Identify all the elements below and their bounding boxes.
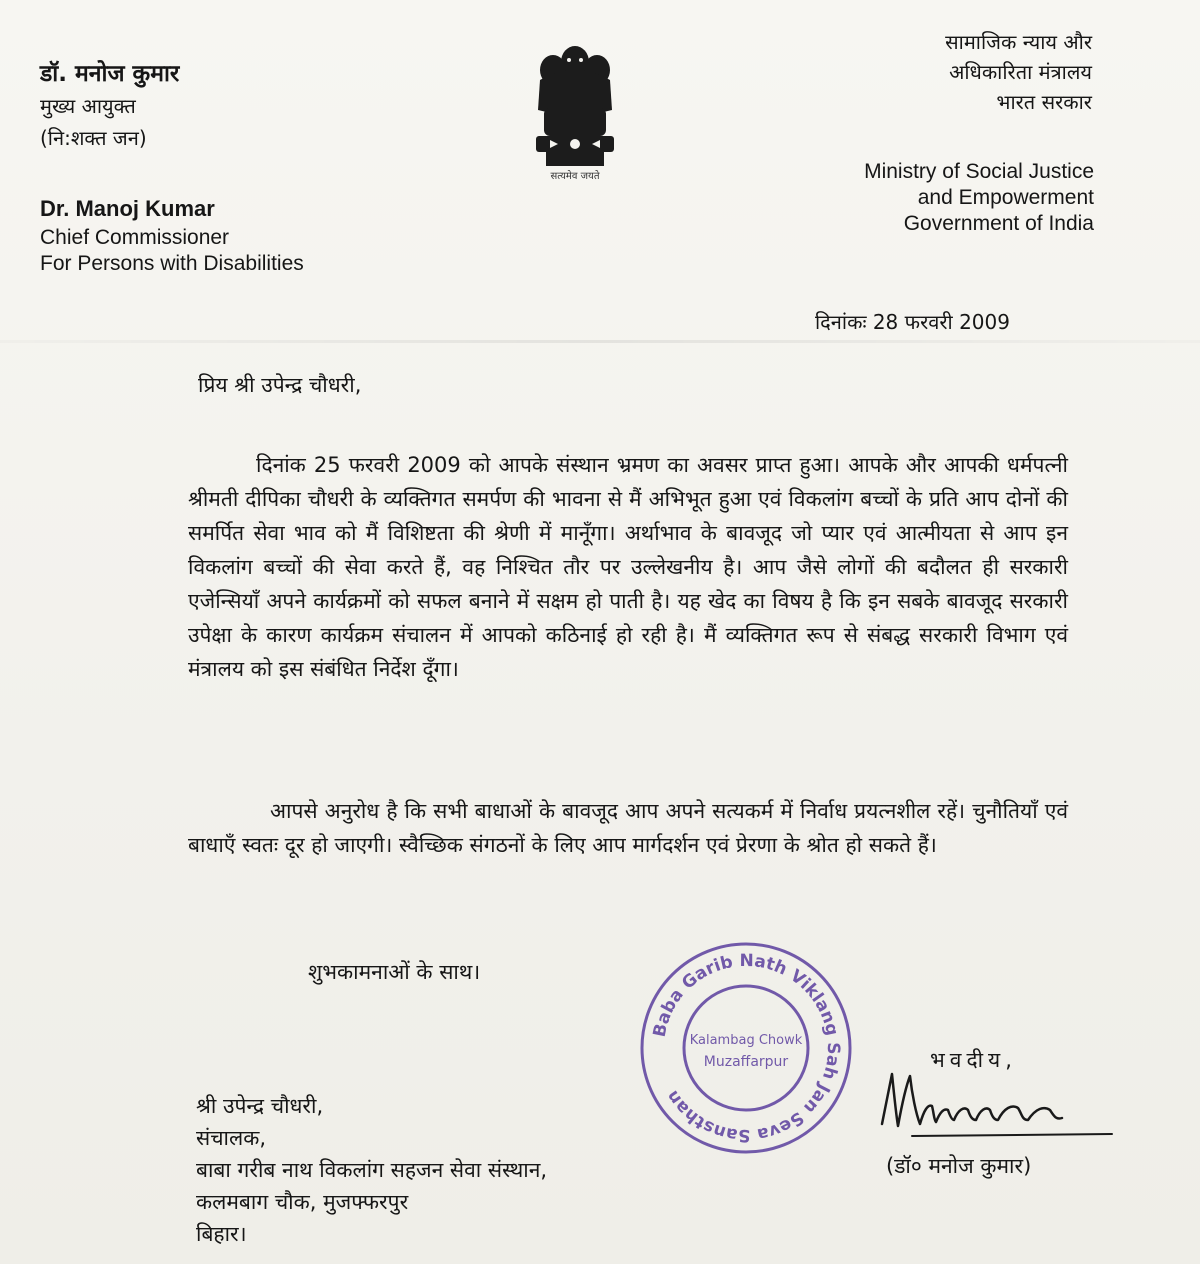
recipient-line4: कलमबाग चौक, मुजफ्फरपुर bbox=[196, 1190, 409, 1214]
sender-subtitle-hindi: (नि:शक्त जन) bbox=[40, 126, 147, 150]
stamp-center-line2: Muzaffarpur bbox=[703, 1054, 789, 1070]
sender-name-english: Dr. Manoj Kumar bbox=[40, 196, 215, 221]
signoff: भवदीय, bbox=[930, 1048, 1017, 1072]
sender-name-hindi: डॉ. मनोज कुमार bbox=[40, 61, 180, 87]
ministry-line2-english: and Empowerment bbox=[917, 186, 1094, 209]
ministry-line3-hindi: भारत सरकार bbox=[996, 90, 1092, 114]
recipient-line5: बिहार। bbox=[196, 1222, 247, 1246]
recipient-line1: श्री उपेन्द्र चौधरी, bbox=[196, 1094, 324, 1118]
closing-line: शुभकामनाओं के साथ। bbox=[308, 960, 481, 984]
signatory-name: (डॉ० मनोज कुमार) bbox=[886, 1154, 1032, 1178]
ministry-line3-english: Government of India bbox=[903, 212, 1094, 235]
paper-fold bbox=[0, 340, 1200, 343]
stamp-ring-text: Baba Garib Nath Viklang Sah Jan Seva Sansthan bbox=[649, 950, 844, 1146]
sender-title-english: Chief Commissioner bbox=[40, 226, 230, 249]
body-paragraph-1: दिनांक 25 फरवरी 2009 को आपके संस्थान भ्रमण का अवसर प्राप्त हुआ। आपके और आपकी धर्मपत्नी श्रीमती दीपिका चौधरी के व्यक्तिगत समर्पण की भावना से मैं अभिभूत हुआ एवं विकलांग बच्चों के प्रति आप दोनों की समर्पित सेवा भाव को मैं विशिष्टता की श्रेणी में मानूँगा। अर्थाभाव के बावजूद जो प्यार एवं आत्मीयता से आप इन विकलांग बच्चों की सेवा करते हैं, वह निश्चित तौर पर उल्लेखनीय है। आप जैसे लोगों की बदौलत ही सरकारी एजेन्सियाँ अपने कार्यक्रमों को सफल बनाने में सक्षम हो पाती है। यह खेद का विषय है कि इन सबके बावजूद सरकारी उपेक्षा के कारण कार्यक्रम संचालन में आपको कठिनाई हो रही है। मैं व्यक्तिगत रूप से संबद्ध सरकारी विभाग एवं मंत्रालय को इस संबंधित निर्देश दूँगा। bbox=[188, 453, 1068, 681]
salutation: प्रिय श्री उपेन्द्र चौधरी, bbox=[198, 373, 362, 397]
emblem-motto: सत्यमेव जयते bbox=[550, 171, 600, 182]
ministry-line2-hindi: अधिकारिता मंत्रालय bbox=[949, 60, 1092, 84]
organization-stamp bbox=[636, 938, 856, 1158]
sender-subtitle-english: For Persons with Disabilities bbox=[40, 252, 304, 275]
stamp-center-line1: Kalambag Chowk bbox=[689, 1033, 803, 1048]
body-paragraph-2: आपसे अनुरोध है कि सभी बाधाओं के बावजूद आप अपने सत्यकर्म में निर्वाध प्रयत्नशील रहें। चुनौतियाँ एवं बाधाएँ स्वतः दूर हो जाएगी। स्वैच्छिक संगठनों के लिए आप मार्गदर्शन एवं प्रेरणा के श्रोत हो सकते हैं। bbox=[188, 799, 1068, 857]
ministry-line1-hindi: सामाजिक न्याय और bbox=[945, 30, 1092, 54]
handwritten-signature bbox=[872, 1064, 1122, 1154]
recipient-line3: बाबा गरीब नाथ विकलांग सहजन सेवा संस्थान, bbox=[196, 1158, 548, 1182]
ministry-line1-english: Ministry of Social Justice bbox=[864, 160, 1094, 183]
sender-title-hindi: मुख्य आयुक्त bbox=[40, 94, 136, 118]
letter-date: दिनांकः 28 फरवरी 2009 bbox=[815, 310, 1010, 334]
recipient-line2: संचालक, bbox=[196, 1126, 267, 1150]
